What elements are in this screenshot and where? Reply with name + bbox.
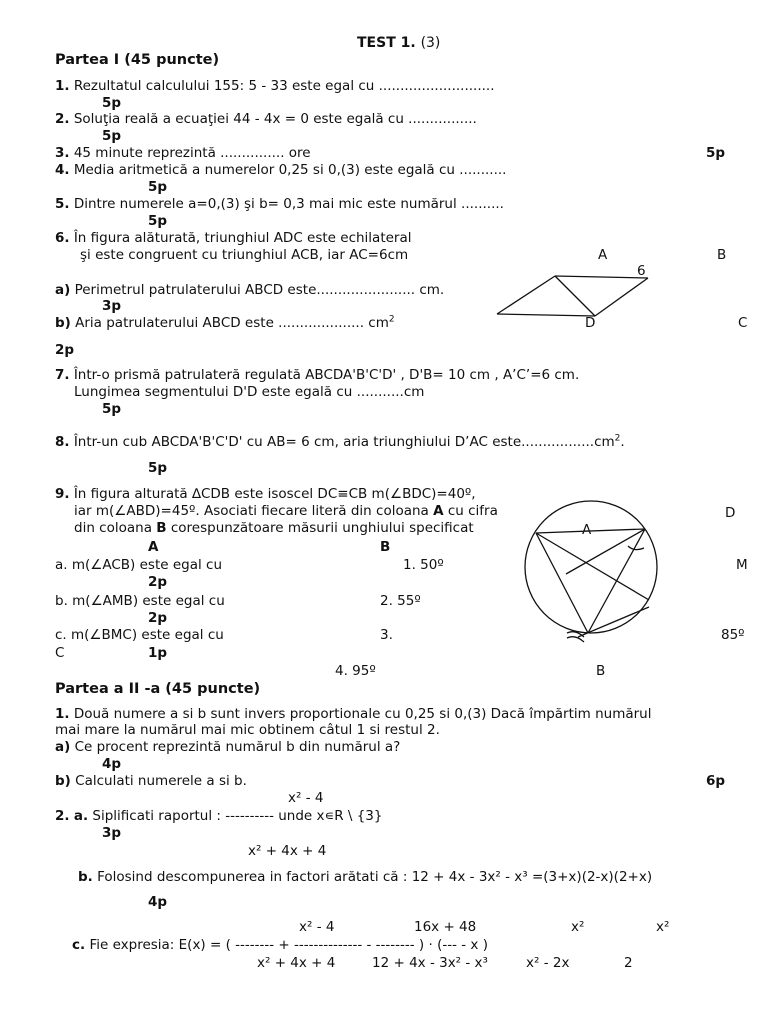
quadrilateral-abcd-figure [497,276,648,316]
p2-question-1b-points: 6p [706,773,726,789]
q9-item-a-points: 2p [148,574,168,590]
question-6b-points: 2p [55,342,75,358]
question-7-line1: 7. Într-o prismă patrulateră regulată ABCDA'B'C'D' , D'B= 10 cm , A’C’=6 cm. [55,367,580,383]
question-6a: a) Perimetrul patrulaterului ABCD este....................... cm. [55,282,445,298]
q9-item-c-points: 1p [148,645,168,661]
question-6b: b) Aria patrulaterului ABCD este .................... $cm^2$ [55,314,395,331]
p2-question-1-line2: mai mare la numărul mai mic obtinem câtul 1 si restul 2. [55,722,440,738]
q9-option-4: 4. 95º [335,663,376,679]
q9-item-b-points: 2p [148,610,168,626]
test-title: TEST 1. (3) [357,35,441,51]
p2-question-2a: 2. a. Siplificati raportul : ---------- unde x∊R \ {3} [55,808,383,824]
question-6-line2: şi este congruent cu triunghiul ACB, iar AC=6cm [80,247,409,263]
question-9-line1: 9. În figura alturată ∆CDB este isoscel DC≡CB m(∠BDC)=40º, [55,486,476,502]
p2-question-2c: c. Fie expresia: E(x) = ( -------- + -------------- - -------- ) · (--- - x ) [72,937,488,953]
p2-question-2a-points: 3p [102,825,122,841]
question-3-points: 5p [706,145,726,161]
fig1-label-six: 6 [637,263,646,279]
q9-item-c: c. m(∠BMC) este egal cu [55,627,224,643]
p2-q2c-den-1: x² + 4x + 4 [257,955,336,971]
q9-item-b: b. m(∠AMB) este egal cu [55,593,225,609]
p2-q2a-numerator: x² - 4 [288,790,324,806]
question-8-points: 5p [148,460,168,476]
fig1-label-A: A [598,247,608,263]
fig1-label-C: C [738,315,748,331]
fig2-label-C: C [55,645,65,661]
question-7-points: 5p [102,401,122,417]
q9-option-3-value: 85º [721,627,745,643]
q9-item-a: a. m(∠ACB) este egal cu [55,557,223,573]
part1-heading: Partea I (45 puncte) [55,52,220,68]
p2-q2c-num-2: 16x + 48 [414,919,477,935]
p2-q2c-den-3: x² - 2x [526,955,570,971]
question-4: 4. Media aritmetică a numerelor 0,25 si 0,(3) este egală cu ........... [55,162,507,178]
question-9-line2: iar m(∠ABD)=45º. Asociati fiecare literă din coloana A cu cifra [74,503,498,519]
question-7-line2: Lungimea segmentului D'D este egală cu ...........cm [74,384,425,400]
p2-question-1-line1: 1. Două numere a si b sunt invers proportionale cu 0,25 si 0,(3) Dacă împărtim numărul [55,706,652,722]
part2-heading: Partea a II -a (45 puncte) [55,681,261,697]
fig1-label-B: B [717,247,727,263]
column-B-header: B [380,539,391,555]
question-1-points: 5p [102,95,122,111]
circle-angle-figure [525,501,657,642]
p2-q2c-num-4: x² [656,919,670,935]
question-6a-points: 3p [102,298,122,314]
fig2-label-M: M [736,557,748,573]
question-9-line3: din coloana B corespunzătoare măsurii unghiului specificat [74,520,474,536]
fig2-label-B: B [596,663,606,679]
p2-q2c-den-4: 2 [624,955,633,971]
p2-question-1a-points: 4p [102,756,122,772]
p2-question-1b: b) Calculati numerele a si b. [55,773,247,789]
fig2-label-A: A [582,522,592,538]
p2-question-2b-points: 4p [148,894,168,910]
question-5: 5. Dintre numerele a=0,(3) şi b= 0,3 mai mic este numărul .......... [55,196,504,212]
p2-q2c-num-1: x² - 4 [299,919,335,935]
q9-option-2: 2. 55º [380,593,421,609]
p2-q2a-denominator: x² + 4x + 4 [248,843,327,859]
p2-q2c-num-3: x² [571,919,585,935]
question-6-line1: 6. În figura alăturată, triunghiul ADC este echilateral [55,230,412,246]
p2-question-2b: b. Folosind descompunerea in factori arătati că : 12 + 4x - 3x² - x³ =(3+x)(2-x)(2+x) [78,869,653,885]
question-2: 2. Soluţia reală a ecuaţiei 44 - 4x = 0 este egală cu ................ [55,111,477,127]
question-1: 1. Rezultatul calculului 155: 5 - 33 este egal cu ........................... [55,78,495,94]
question-8: 8. Într-un cub ABCDA'B'C'D' cu AB= 6 cm, aria triunghiului D’AC $este.................cm^2$. [55,433,625,450]
question-5-points: 5p [148,213,168,229]
question-3: 3. 45 minute reprezintă ............... ore [55,145,311,161]
q9-option-1: 1. 50º [403,557,444,573]
p2-q2c-den-2: 12 + 4x - 3x² - x³ [372,955,488,971]
fig1-label-D: D [585,315,596,331]
question-2-points: 5p [102,128,122,144]
question-4-points: 5p [148,179,168,195]
p2-question-1a: a) Ce procent reprezintă numărul b din numărul a? [55,739,401,755]
fig2-label-D: D [725,505,736,521]
column-A-header: A [148,539,159,555]
q9-option-3: 3. [380,627,393,643]
